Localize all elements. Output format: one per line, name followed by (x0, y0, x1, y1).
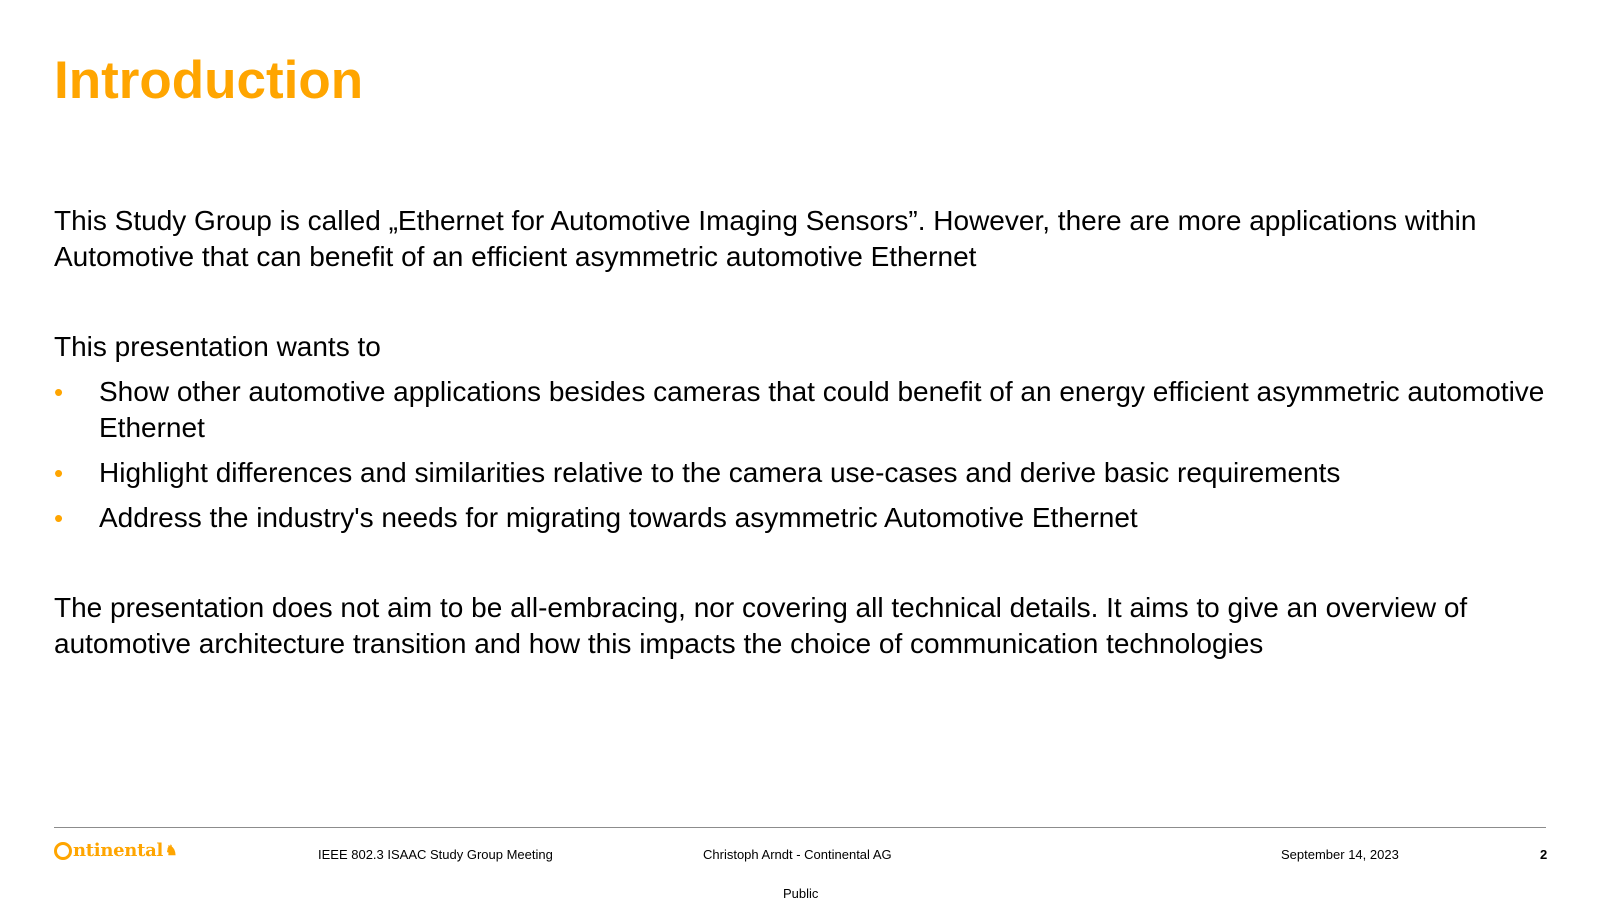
classification-label: Public (783, 886, 819, 900)
continental-logo-icon (54, 840, 177, 861)
bullet-dot-icon: • (54, 503, 64, 533)
bullet-text: Show other automotive applications besides cameras that could benefit of an energy efficient asymmetric automotive Ethernet (99, 376, 1545, 443)
bullet-item (54, 455, 1564, 491)
slide-title: Introduction (54, 51, 364, 110)
bullet-item (54, 374, 1564, 446)
bullet-text: Address the industry's needs for migrating towards asymmetric Automotive Ethernet (99, 502, 1138, 533)
logo-text: ntinental (73, 840, 163, 861)
logo-c-ring (54, 842, 72, 860)
closing-paragraph: The presentation does not aim to be all-embracing, nor covering all technical details. It aims to give an overview of automotive architecture transition and how this impacts the choice of communication technologies (54, 592, 1468, 659)
page-number: 2 (1540, 847, 1548, 862)
bullet-item (54, 500, 1564, 536)
footer-date: September 14, 2023 (1281, 847, 1399, 862)
bullet-dot-icon: • (54, 458, 64, 488)
intro-paragraph: This Study Group is called „Ethernet for Automotive Imaging Sensors”. However, there are more applications within Automotive that can benefit of an efficient asymmetric automotive Ethernet (54, 205, 1477, 272)
bullet-text: Highlight differences and similarities relative to the camera use-cases and derive basic requirements (99, 457, 1341, 488)
footer-divider (54, 827, 1546, 828)
horse-icon: ♞ (164, 842, 178, 859)
bullet-list (54, 374, 1564, 536)
bullet-dot-icon: • (54, 377, 64, 407)
footer-event: IEEE 802.3 ISAAC Study Group Meeting (318, 847, 553, 862)
slide-body (54, 203, 1564, 662)
lead-in-text: This presentation wants to (54, 331, 381, 362)
footer-author: Christoph Arndt - Continental AG (703, 847, 892, 862)
